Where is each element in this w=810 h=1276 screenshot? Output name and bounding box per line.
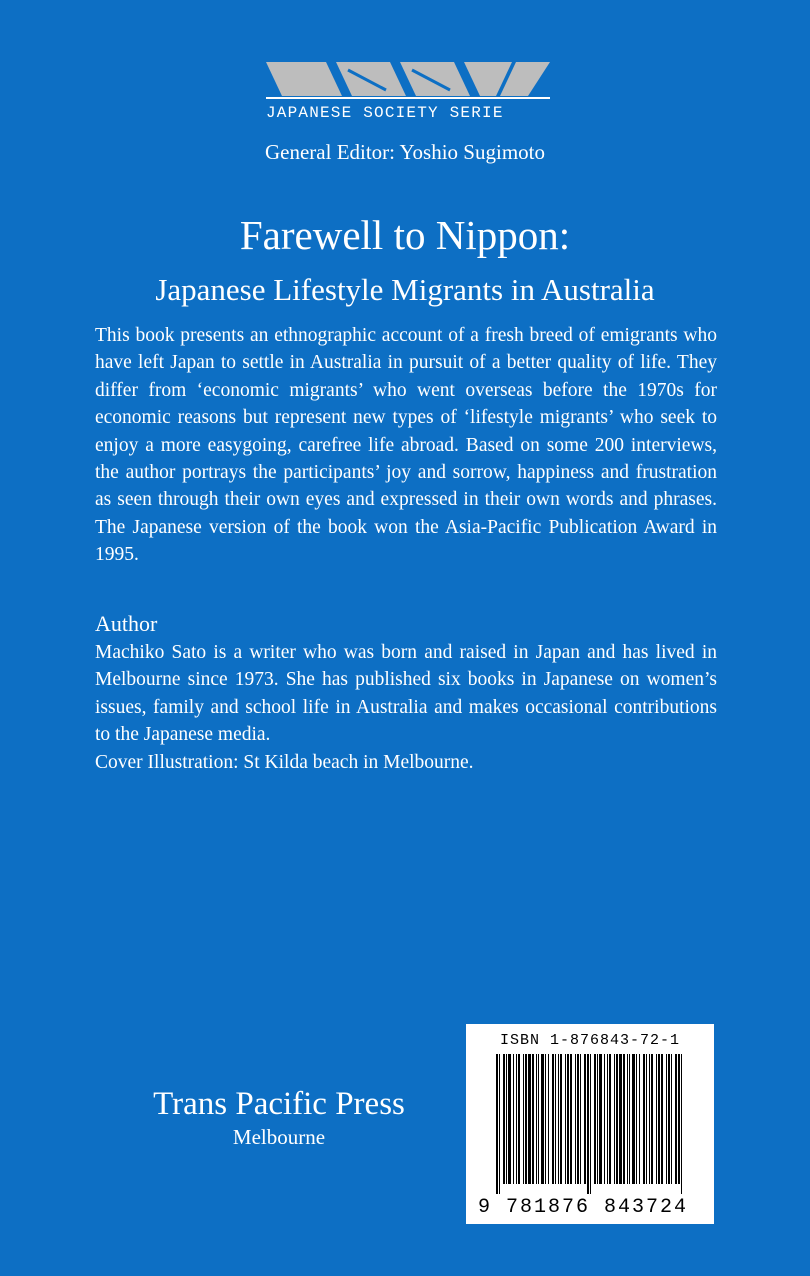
author-bio: Machiko Sato is a writer who was born and raised in Japan and has lived in Melbourne since 1973. She has published six books in Japanese on women’s issues, family and school life in Australia and makes occasional contributions to the Japanese media. xyxy=(95,642,717,746)
series-name: JAPANESE SOCIETY SERIE xyxy=(266,104,504,122)
book-title: Farewell to Nippon: xyxy=(239,212,571,258)
publisher-city: Melbourne xyxy=(232,1125,326,1149)
ean-number: 9 781876 843724 xyxy=(478,1196,689,1219)
author-heading: Author xyxy=(95,611,158,636)
general-editor: General Editor: Yoshio Sugimoto xyxy=(264,140,545,164)
isbn-label: ISBN 1-876843-72-1 xyxy=(499,1032,681,1049)
barcode-bars xyxy=(496,1054,686,1194)
book-blurb: This book presents an ethnographic account of a fresh breed of emigrants who have left Japan to settle in Australia in pursuit of a better quality of life. They differ from ‘economic migrants’ who went overseas before the 1970s for economic reasons but represent new types of ‘lifestyle migrants’ who seek to enjoy a more easygoing, carefree life abroad. Based on some 200 interviews, the author portrays the participants’ joy and sorrow, happiness and frustration as seen through their own eyes and expressed in their own words and phrases. The Japanese version of the book won the Asia-Pacific Publication Award in 1995. xyxy=(95,325,717,566)
book-subtitle: Japanese Lifestyle Migrants in Australia xyxy=(155,272,655,307)
barcode-panel xyxy=(466,1024,714,1224)
cover-illustration-credit: Cover Illustration: St Kilda beach in Melbourne. xyxy=(95,752,474,773)
publisher-name: Trans Pacific Press xyxy=(153,1086,405,1122)
series-logo xyxy=(266,58,550,100)
